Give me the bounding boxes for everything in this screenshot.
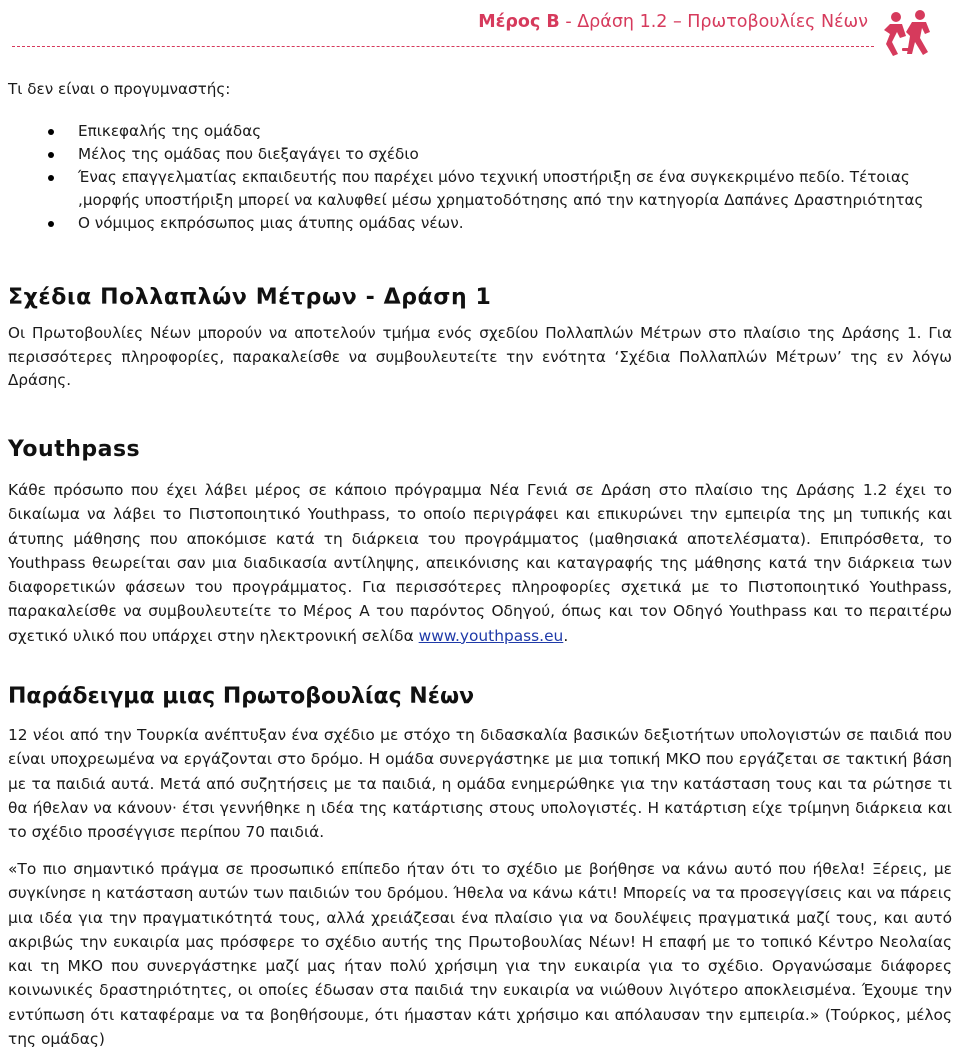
header-title-part: Μέρος Β [478,12,560,32]
bullet-icon [48,152,54,158]
youth-figures-logo-icon [882,8,932,60]
header-title-action: - Δράση 1.2 – Πρωτοβουλίες Νέων [559,12,868,32]
bullet-icon [48,221,54,227]
youthpass-heading: Youthpass [8,437,141,462]
list-item [8,212,952,235]
header-divider [12,46,874,47]
example-paragraph: 12 νέοι από την Τουρκία ανέπτυξαν ένα σχέδιο με στόχο τη διδασκαλία βασικών δεξιοτήτων υπολογιστών σε παιδιά που είναι υποχρεωμένα να εργάζονται στο δρόμο. Η ομάδα συνεργάστηκε με μια τοπική ΜΚΟ που εργάζεται σε τακτική βάση με τα παιδιά αυτά. Μετά από συζητήσεις με τα παιδιά, η ομάδα ενημερώθηκε για την κατάσταση τους και τα ρώτησε τι θα ήθελαν να κάνουν· έτσι γεννήθηκε η ιδέα της κατάρτισης στους υπολογιστές. Η κατάρτιση είχε τρίμηνη διάρκεια και το σχέδιο προσέγγισε περίπου 70 παιδιά. [8,726,952,842]
list-item [8,120,952,143]
example-heading: Παράδειγμα μιας Πρωτοβουλίας Νέων [8,684,475,709]
youthpass-end: . [563,626,569,645]
youthpass-paragraph [8,478,952,648]
list-item-text: Ο νόμιμος εκπρόσωπος μιας άτυπης ομάδας νέων. [78,214,464,232]
header-title [478,12,868,32]
bullet-icon [48,129,54,135]
youthpass-link[interactable]: www.youthpass.eu [418,626,564,645]
youthpass-body: Κάθε πρόσωπο που έχει λάβει μέρος σε κάποιο πρόγραμμα Νέα Γενιά σε Δράση στο πλαίσιο της Δράσης 1.2 έχει το δικαίωμα να λάβει το Πιστοποιητικό Youthpass, το οποίο περιγράφει και επικυρώνει την εμπειρία της μη τυπικής και άτυπης μάθησης που αποκόμισε κατά τη διάρκεια του προγράμματος (μαθησιακά αποτελέσματα). Επιπρόσθετα, το Youthpass θεωρείται σαν μια διαδικασία αντίληψης, απεικόνισης και καταγραφής της μάθησης κατά την διάρκεια των διαφορετικών φάσεων του προγράμματος. Για περισσότερες πληροφορίες σχετικά με το Πιστοποιητικό Youthpass, παρακαλείσθε να συμβουλευτείτε το Μέρος Α του παρόντος Οδηγού, όπως και τον Οδηγό Youthpass και το περαιτέρω σχετικό υλικό που υπάρχει στην ηλεκτρονική σελίδα [8,481,952,645]
list-item-text: Μέλος της ομάδας που διεξαγάγει το σχέδιο [78,145,419,163]
list-item [8,166,952,212]
list-item [8,143,952,166]
multi-measure-paragraph: Οι Πρωτοβουλίες Νέων μπορούν να αποτελούν τμήμα ενός σχεδίου Πολλαπλών Μέτρων στο πλαίσιο της Δράσης 1. Για περισσότερες πληροφορίες, παρακαλείσθε να συμβουλευτείτε την ενότητα ‘Σχέδια Πολλαπλών Μέτρων’ της εν λόγω Δράσης. [8,324,952,389]
page-header [0,8,960,60]
list-item-text: Επικεφαλής της ομάδας [78,122,262,140]
example-quote: «Το πιο σημαντικό πράγμα σε προσωπικό επίπεδο ήταν ότι το σχέδιο με βοήθησε να κάνω αυτό που ήθελα! Ξέρεις, με συγκίνησε η κατάσταση αυτών των παιδιών του δρόμου. Ήθελα να κάνω κάτι! Μπορείς να τα προσεγγίσεις και να πάρεις μια ιδέα για την πραγματικότητά τους, αλλά χρειάζεσαι ένα πλαίσιο για να δουλέψεις πραγματικά μαζί τους, και αυτό ακριβώς την ευκαιρία μας πρόσφερε το σχέδιο αυτής της Πρωτοβουλίας Νέων! Η επαφή με το τοπικό Κέντρο Νεολαίας και τη ΜΚΟ που συνεργάστηκε μαζί μας ήταν πολύ χρήσιμη για την ευκαιρία για το σχέδιο. Οργανώσαμε διάφορες κοινωνικές δραστηριότητες, οι οποίες έδωσαν στα παιδιά την ευκαιρία να νιώθουν λιγότερο αποκλεισμένα. Έχουμε την εντύπωση ότι καταφέραμε να τα βοηθήσουμε, ότι ήμασταν κάτι χρήσιμο και απόλαυσαν την εμπειρία.» (Τούρκος, μέλος της ομάδας) [8,860,952,1049]
list-item-text: Ένας επαγγελματίας εκπαιδευτής που παρέχει μόνο τεχνική υποστήριξη σε ένα συγκεκριμένο πεδίο. Τέτοιας ,μορφής υποστήριξη μπορεί να καλυφθεί μέσω χρηματοδότησης από την κατηγορία Δαπάνες Δραστηριότητας [78,168,924,209]
multi-measure-heading: Σχέδια Πολλαπλών Μέτρων - Δράση 1 [8,285,492,310]
roles-list [8,120,952,235]
intro-text: Τι δεν είναι ο προγυμναστής: [8,80,231,98]
bullet-icon [48,175,54,181]
